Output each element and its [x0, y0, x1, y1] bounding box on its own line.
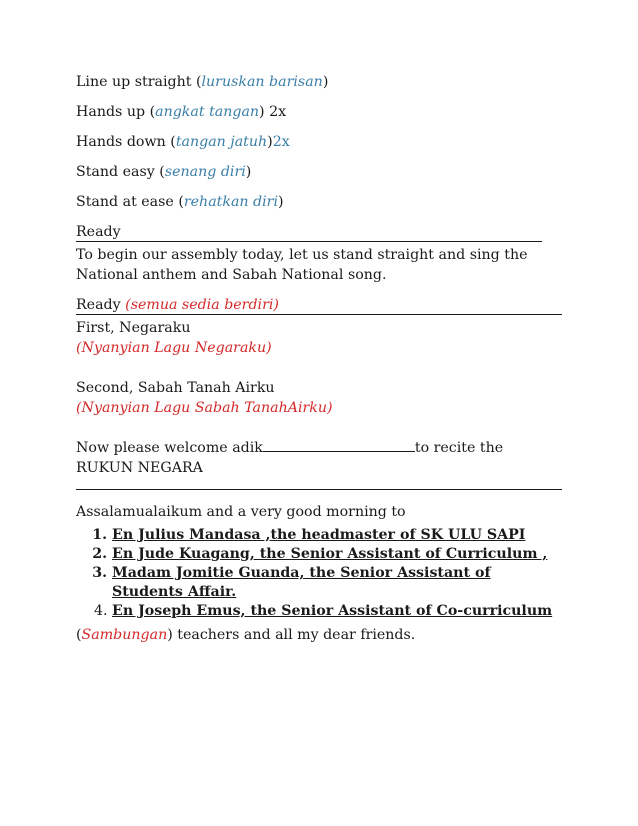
ready-en: Ready [76, 297, 121, 313]
ready-standing [76, 295, 562, 315]
command-ms: rehatkan diri [183, 194, 278, 210]
paren-close: ) [267, 134, 273, 150]
paren-open: ( [170, 134, 176, 150]
command-hands-up [76, 102, 562, 122]
greeting-line: Assalamualaikum and a very good morning to [76, 504, 406, 520]
assembly-script-document [76, 72, 562, 645]
paren-close: ) [278, 194, 284, 210]
vip-item: 2. En Jude Kuagang, the Senior Assistant of Curriculum , [112, 545, 562, 564]
spacer [76, 418, 562, 438]
ready-ms: (semua sedia berdiri) [125, 297, 279, 313]
command-ms: senang diri [164, 164, 246, 180]
divider-line [76, 488, 562, 490]
closing-line [76, 625, 562, 645]
command-hands-down [76, 132, 562, 152]
rukun-text-after: to recite the RUKUN NEGARA [76, 440, 504, 476]
rukun-text-before: Now please welcome adik [76, 440, 263, 456]
paren-open: ( [159, 164, 165, 180]
vip-item: 4. En Joseph Emus, the Senior Assistant of Co-curriculum [112, 602, 562, 621]
paren-open: ( [178, 194, 184, 210]
vip-item: 1. En Julius Mandasa ,the headmaster of SK ULU SAPI [112, 526, 562, 545]
vip-item: 3. Madam Jomitie Guanda, the Senior Assistant of Students Affair. [112, 564, 562, 602]
paren-open: ( [76, 627, 82, 643]
paren-close: ) [322, 74, 329, 90]
command-en: Stand easy [76, 164, 155, 180]
command-en: Stand at ease [76, 194, 174, 210]
paren-close: ) [245, 164, 252, 180]
command-en: Hands up [76, 104, 146, 120]
divider-line [76, 240, 542, 242]
rukun-negara-paragraph [76, 438, 562, 478]
intro-paragraph: To begin our assembly today, let us stand straight and sing the National anthem and Sabah National song. [76, 247, 528, 283]
second-song-label: Second, Sabah Tanah Airku [76, 380, 275, 396]
name-blank-field [263, 439, 415, 452]
command-stand-easy [76, 162, 562, 182]
command-en: Line up straight [76, 74, 192, 90]
closing-rest: teachers and all my dear friends. [172, 627, 416, 643]
vip-list [76, 526, 562, 621]
paren-open: ( [195, 74, 202, 90]
second-song-ms: (Nyanyian Lagu Sabah TanahAirku) [76, 400, 333, 416]
command-en: Hands down [76, 134, 166, 150]
command-ms: tangan jatuh [175, 134, 268, 150]
first-song-label: First, Negaraku [76, 320, 191, 336]
spacer [76, 358, 562, 378]
paren-close: ) [167, 627, 173, 643]
paren-close: ) [259, 104, 265, 120]
command-suffix: 2x [272, 134, 290, 150]
command-ms: luruskan barisan [201, 74, 323, 90]
closing-ms: Sambungan [81, 627, 168, 643]
first-song-ms: (Nyanyian Lagu Negaraku) [76, 340, 272, 356]
paren-open: ( [149, 104, 156, 120]
command-suffix: 2x [264, 104, 287, 120]
ready-label: Ready [76, 224, 121, 240]
command-stand-at-ease [76, 192, 562, 212]
command-ms: angkat tangan [155, 104, 260, 120]
command-line-up [76, 72, 562, 92]
